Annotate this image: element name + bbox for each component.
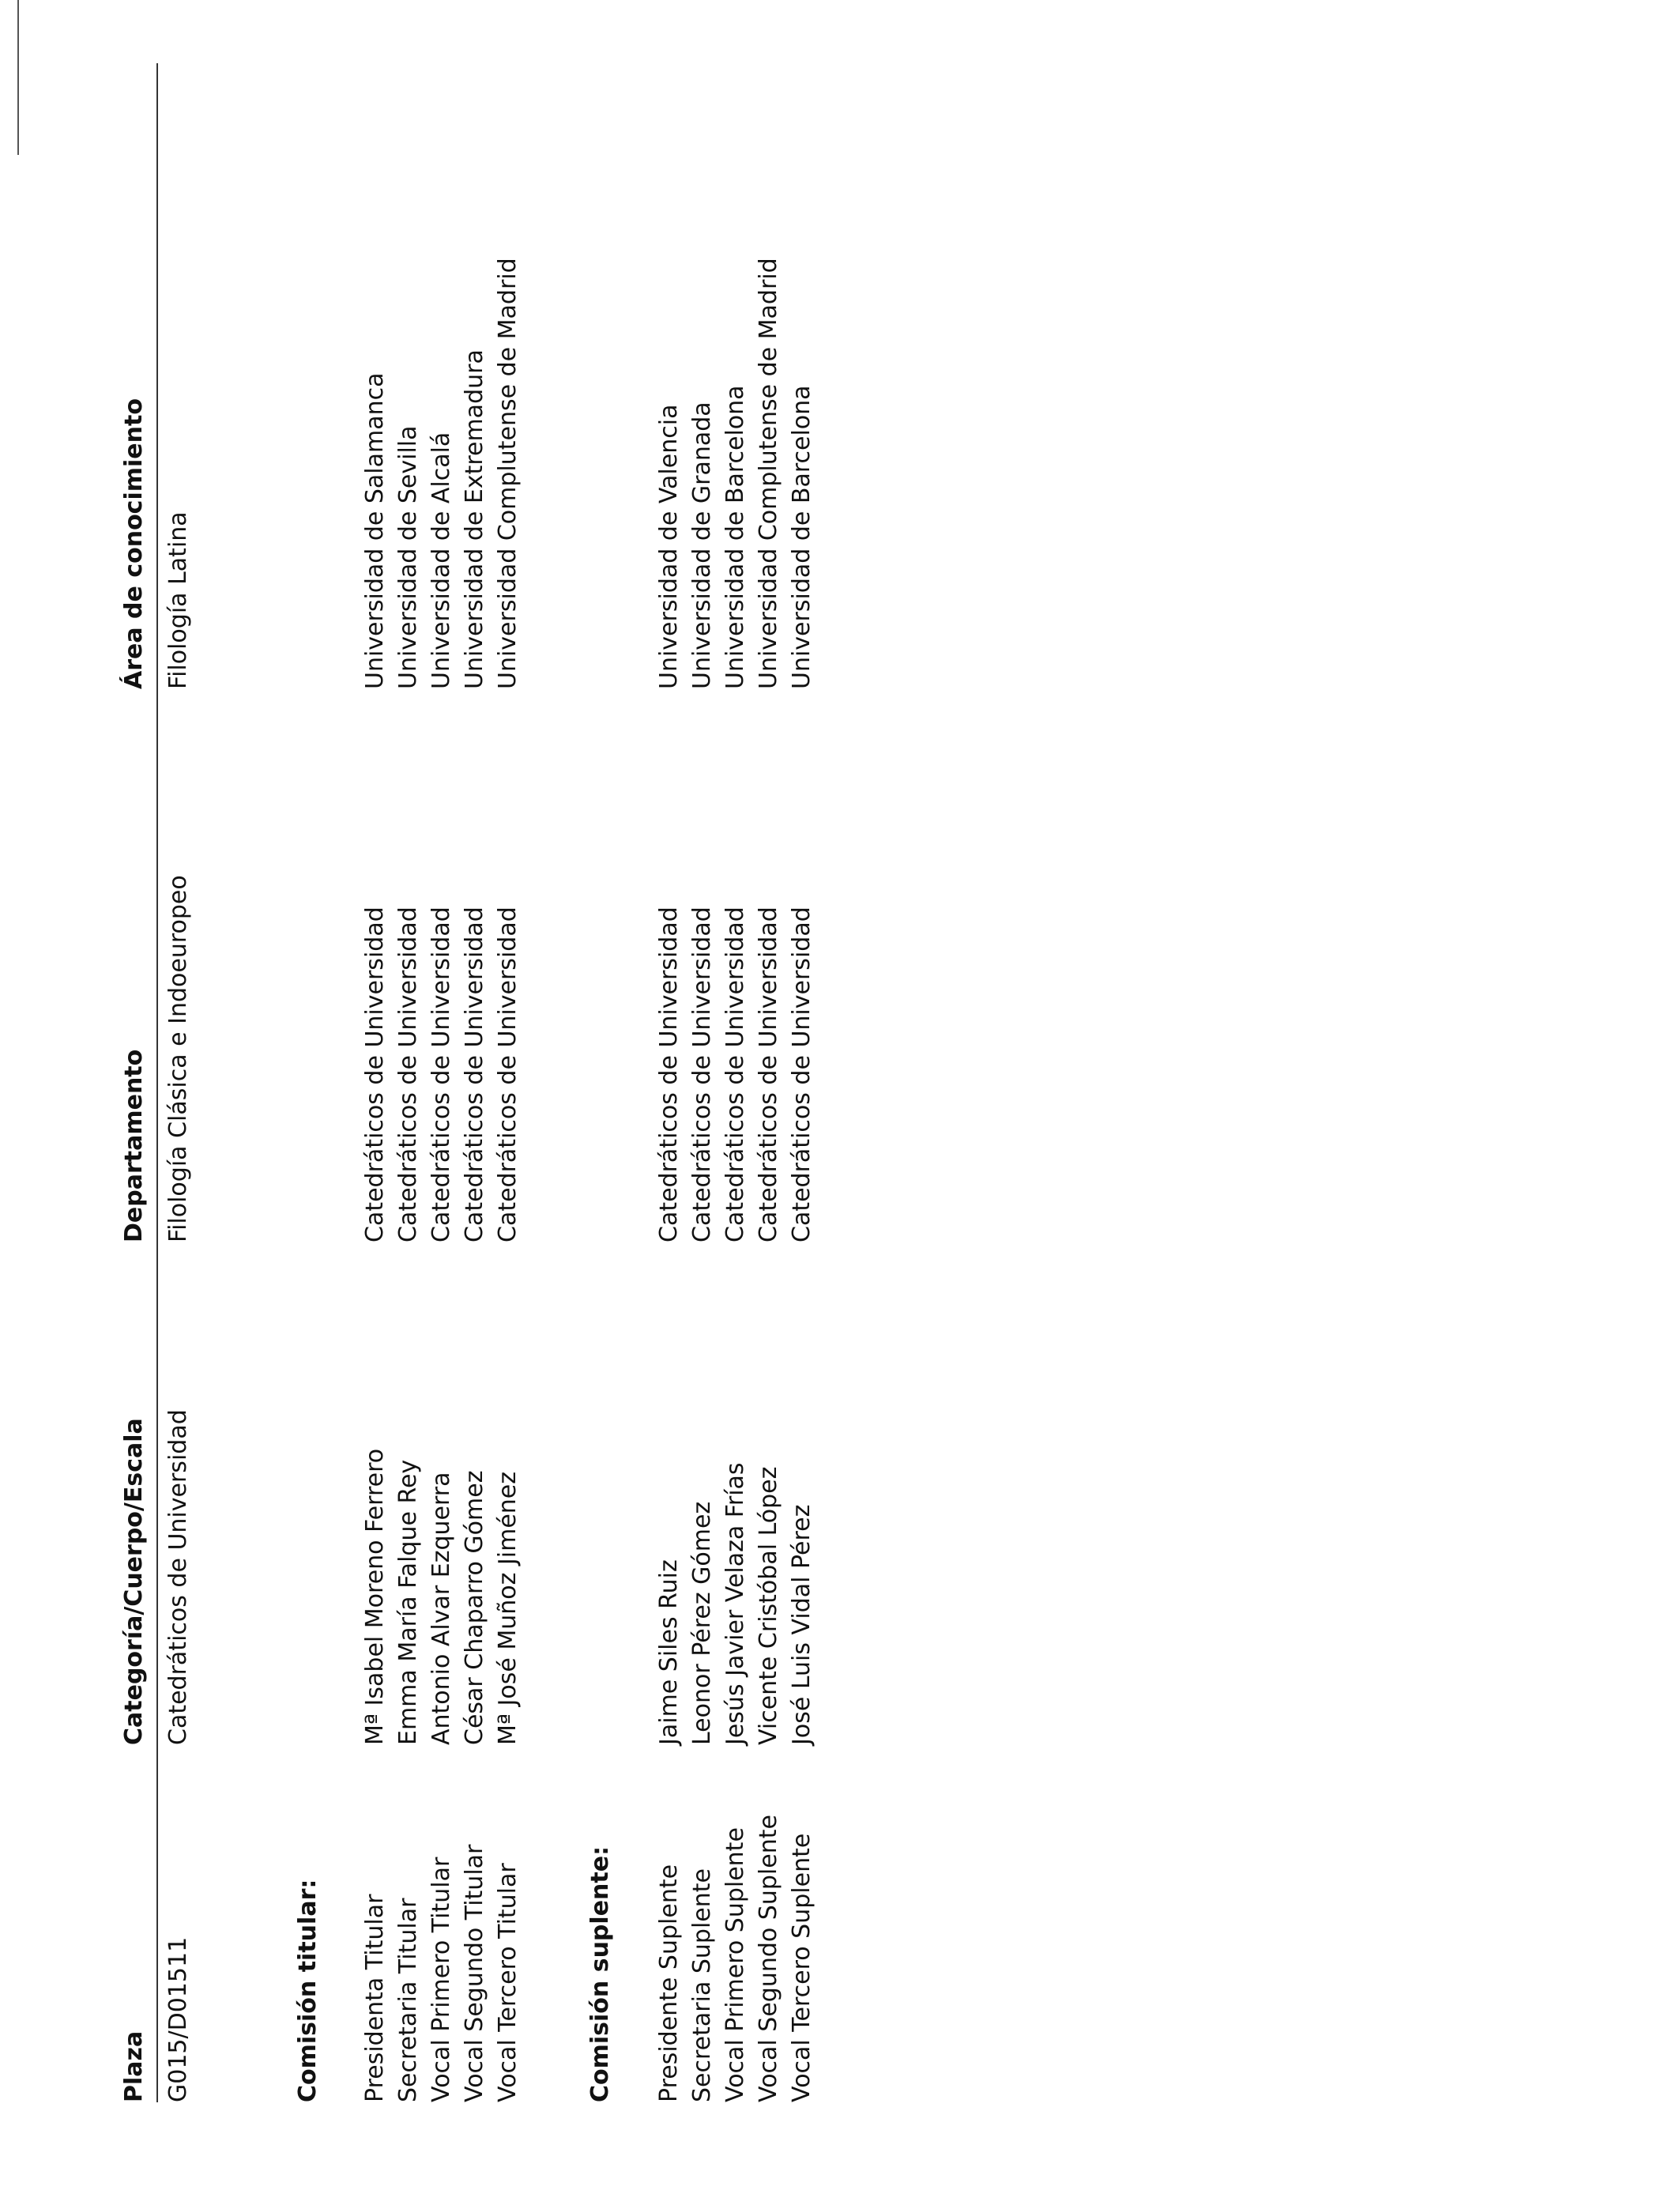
top-right-rule xyxy=(17,0,19,155)
list-item: Universidad de Barcelona xyxy=(721,385,749,689)
list-item: Universidad de Valencia xyxy=(655,404,683,689)
list-item: Catedráticos de Universidad xyxy=(428,907,455,1242)
list-item: Universidad de Granada xyxy=(688,401,716,689)
list-item: Catedráticos de Universidad xyxy=(361,907,389,1242)
suplente-names xyxy=(653,1462,819,1745)
list-item: Vocal Tercero Titular xyxy=(494,1863,522,2102)
list-item: Secretaria Suplente xyxy=(688,1868,716,2102)
list-item: Vocal Tercero Suplente xyxy=(788,1833,816,2102)
list-item: Catedráticos de Universidad xyxy=(688,907,716,1242)
titular-categories xyxy=(359,907,525,1242)
list-item: Universidad de Sevilla xyxy=(394,425,422,689)
departamento-value: Filología Clásica e Indoeuropeo xyxy=(164,875,192,1242)
list-item: Presidente Suplente xyxy=(655,1864,683,2102)
list-item: Vocal Segundo Suplente xyxy=(755,1815,782,2102)
header-plaza: Plaza xyxy=(120,2030,148,2102)
list-item: Catedráticos de Universidad xyxy=(461,907,488,1242)
suplente-roles xyxy=(653,1815,819,2102)
plaza-value: G015/D01511 xyxy=(164,1936,192,2102)
list-item: Secretaria Titular xyxy=(394,1898,422,2102)
list-item: Universidad Complutense de Madrid xyxy=(494,258,522,689)
list-item: Catedráticos de Universidad xyxy=(788,907,816,1242)
list-item: Mª Isabel Moreno Ferrero xyxy=(361,1448,389,1745)
list-item: Jesús Javier Velaza Frías xyxy=(721,1462,749,1745)
suplente-categories xyxy=(653,907,819,1242)
list-item: Presidenta Titular xyxy=(361,1894,389,2102)
list-item: Catedráticos de Universidad xyxy=(755,907,782,1242)
titular-roles xyxy=(359,1845,525,2102)
list-item: Leonor Pérez Gómez xyxy=(688,1501,716,1745)
list-item: José Luis Vidal Pérez xyxy=(788,1504,816,1745)
list-item: Universidad de Barcelona xyxy=(788,385,816,689)
list-item: Catedráticos de Universidad xyxy=(721,907,749,1242)
list-item: César Chaparro Gómez xyxy=(461,1470,488,1745)
titular-title: Comisión titular: xyxy=(294,1879,322,2102)
header-rule xyxy=(156,63,158,2102)
list-item: Universidad de Salamanca xyxy=(361,372,389,689)
list-item: Vocal Primero Titular xyxy=(428,1857,455,2102)
header-area: Área de conocimiento xyxy=(120,398,148,689)
list-item: Mª José Muñoz Jiménez xyxy=(494,1471,522,1745)
list-item: Vocal Primero Suplente xyxy=(721,1827,749,2102)
list-item: Jaime Siles Ruiz xyxy=(655,1559,683,1745)
area-value: Filología Latina xyxy=(164,511,192,689)
list-item: Universidad de Alcalá xyxy=(428,432,455,689)
categoria-value: Catedráticos de Universidad xyxy=(164,1409,192,1745)
suplente-title: Comisión suplente: xyxy=(586,1845,614,2102)
titular-universities xyxy=(359,258,525,689)
header-categoria: Categoría/Cuerpo/Escala xyxy=(120,1418,148,1745)
suplente-universities xyxy=(653,258,819,689)
list-item: Catedráticos de Universidad xyxy=(394,907,422,1242)
list-item: Emma María Falque Rey xyxy=(394,1459,422,1745)
list-item: Catedráticos de Universidad xyxy=(655,907,683,1242)
list-item: Catedráticos de Universidad xyxy=(494,907,522,1242)
list-item: Universidad de Extremadura xyxy=(461,349,488,689)
header-departamento: Departamento xyxy=(120,1049,148,1242)
list-item: Antonio Alvar Ezquerra xyxy=(428,1472,455,1745)
titular-names xyxy=(359,1449,525,1745)
list-item: Universidad Complutense de Madrid xyxy=(755,258,782,689)
list-item: Vocal Segundo Titular xyxy=(461,1844,488,2102)
list-item: Vicente Cristóbal López xyxy=(755,1466,782,1745)
